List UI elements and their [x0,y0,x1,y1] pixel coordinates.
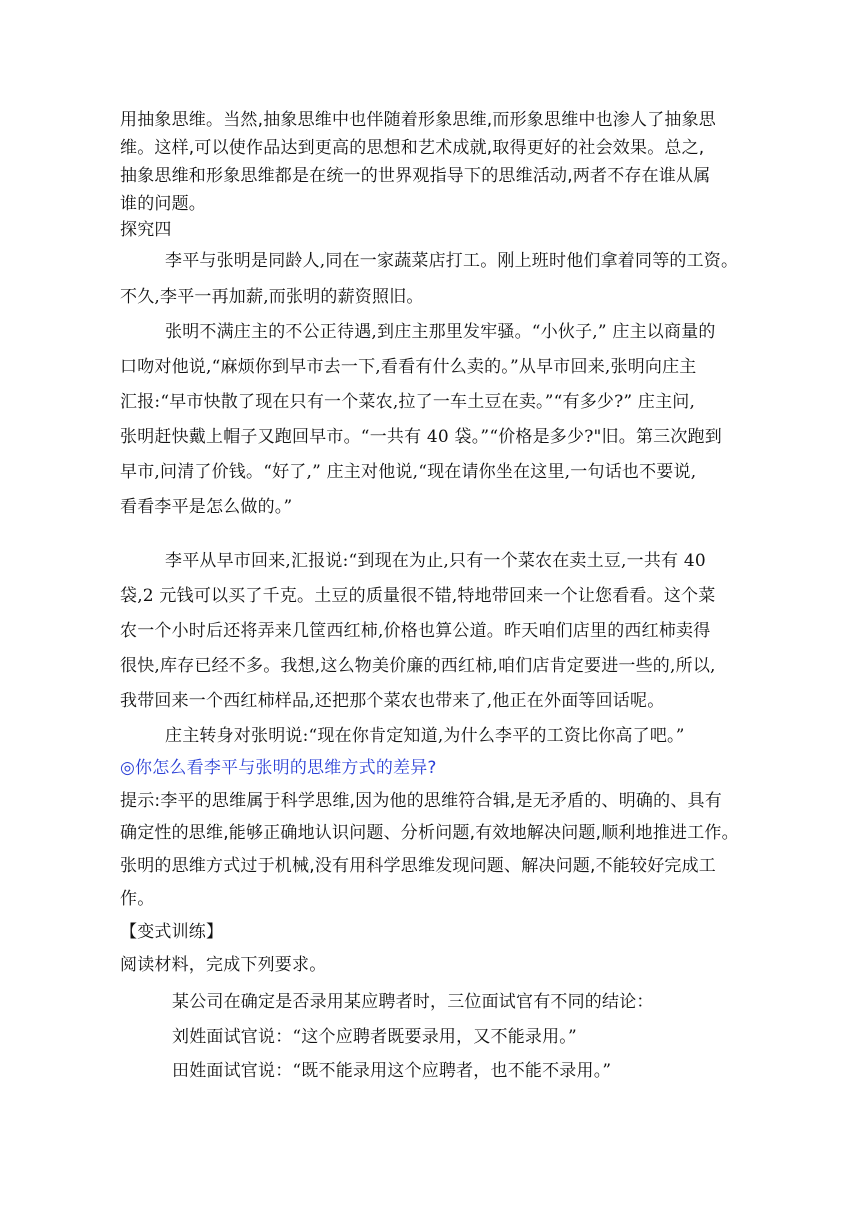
paragraph-line: 用抽象思维。当然,抽象思维中也伴随着形象思维,而形象思维中也渗人了抽象思 [120,110,717,130]
paragraph-line: 谁的问题。 [120,194,206,214]
hint-line: 确定性的思维,能够正确地认识问题、分析问题,有效地解决问题,顺利地推进工作。 [120,823,739,843]
paragraph-line: 李平与张明是同龄人,同在一家蔬菜店打工。刚上班时他们拿着同等的工资。 [165,251,739,271]
paragraph-line: 很快,库存已经不多。我想,这么物美价廉的西红柿,咱们店肯定要进一些的,所以, [120,656,716,676]
paragraph-line: 汇报:“早市快散了现在只有一个菜农,拉了一车土豆在卖。”“有多少?” 庄主问, [120,392,696,412]
material-line: 田姓面试官说：“既不能录用这个应聘者，也不能不录用。” [172,1061,612,1081]
question-line: ◎你怎么看李平与张明的思维方式的差异? [120,758,437,778]
paragraph-line: 抽象思维和形象思维都是在统一的世界观指导下的思维活动,两者不存在谁从属 [120,166,711,186]
paragraph-line: 农一个小时后还将弄来几筐西红柿,价格也算公道。昨天咱们店里的西红柿卖得 [120,621,711,641]
paragraph-line: 李平从早市回来,汇报说:“到现在为止,只有一个菜农在卖土豆,一共有 40 [165,551,706,571]
paragraph-line: 口吻对他说,“麻烦你到早市去一下,看看有什么卖的。”从早市回来,张明向庄主 [120,357,697,377]
paragraph-line: 张明赶快戴上帽子又跑回早市。“一共有 40 袋。”“价格是多少?"旧。第三次跑到 [120,427,722,447]
hint-line: 作。 [120,889,155,909]
paragraph-line: 庄主转身对张明说:“现在你肯定知道,为什么李平的工资比你高了吧。” [165,726,685,746]
paragraph-line: 维。这样,可以使作品达到更高的思想和艺术成就,取得更好的社会效果。总之, [120,138,705,158]
paragraph-line: 张明不满庄主的不公正待遇,到庄主那里发牢骚。“小伙子,” 庄主以商量的 [165,322,716,342]
paragraph-line: 看看李平是怎么做的。” [120,497,293,517]
material-line: 某公司在确定是否录用某应聘者时，三位面试官有不同的结论： [172,992,654,1012]
hint-line: 提示:李平的思维属于科学思维,因为他的思维符合辑,是无矛盾的、明确的、具有 [120,791,722,811]
paragraph-line: 我带回来一个西红柿样品,还把那个菜农也带来了,他正在外面等回话呢。 [120,691,665,711]
instruction-line: 阅读材料，完成下列要求。 [120,955,327,975]
section-heading: 探究四 [120,220,172,240]
material-line: 刘姓面试官说：“这个应聘者既要录用，又不能录用。” [172,1027,577,1047]
paragraph-line: 袋,2 元钱可以买了千克。土豆的质量很不错,特地带回来一个让您看看。这个菜 [120,586,716,606]
paragraph-line: 不久,李平一再加薪,而张明的薪资照旧。 [120,287,424,307]
hint-line: 张明的思维方式过于机械,没有用科学思维发现问题、解决问题,不能较好完成工 [120,856,717,876]
section-heading: 【变式训练】 [120,922,224,942]
paragraph-line: 早市,问清了价钱。“好了,” 庄主对他说,“现在请你坐在这里,一句话也不要说, [120,462,697,482]
